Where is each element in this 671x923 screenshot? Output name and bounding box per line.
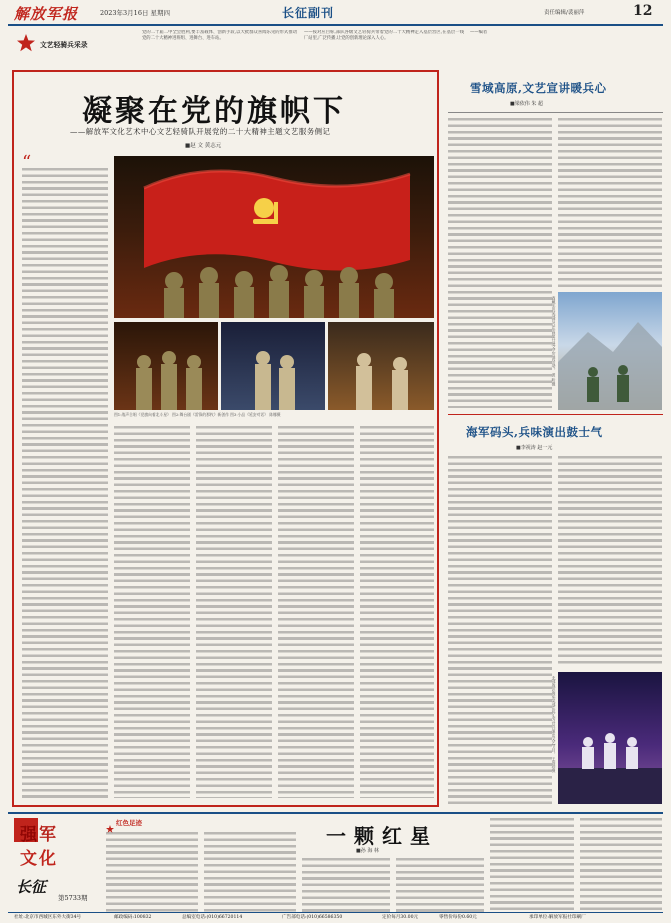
side-article-2-title: 海军码头,兵味演出鼓士气 xyxy=(466,425,603,439)
column-banner-label: 文艺轻骑兵采录 xyxy=(40,41,88,49)
footer-printer: 承印单位:解放军报社印刷厂 xyxy=(529,915,586,920)
page-number: 12 xyxy=(633,3,653,19)
main-photo-stage xyxy=(114,156,434,318)
side-article-1-title: 雪域高原,文艺宣讲暖兵心 xyxy=(470,81,607,95)
sub-photo-choir xyxy=(114,322,218,410)
main-article-byline: ■赵 文 黄志元 xyxy=(185,143,222,149)
footer-phone: 总编室电话:(010)66720114 xyxy=(182,915,243,920)
logo-text-top: 强军 xyxy=(20,825,58,845)
main-quote-mark: “ xyxy=(22,152,32,173)
main-body-column-3 xyxy=(196,426,272,798)
top-intro-col3: ——编者 xyxy=(470,30,488,35)
main-article-subtitle: ——解放军文化艺术中心文艺轻骑队开展党的二十大精神主题文艺服务侧记 xyxy=(70,127,331,136)
top-intro-col1: 党的二十届二中全会胜利,要丰富载体、创新手段,以大批群众喜闻乐见的形式推动党的二十大精神进班组、进舞台、进车站。 xyxy=(142,30,297,42)
strong-army-culture-logo xyxy=(14,818,94,872)
main-body-column-2 xyxy=(114,426,190,798)
main-body-column-1 xyxy=(22,168,108,798)
side-article-2-byline: ■李祝涛 赵一元 xyxy=(516,445,553,451)
brand-name: 长征 xyxy=(16,878,47,896)
side-1-photo xyxy=(558,292,662,410)
bottom-col-2 xyxy=(204,832,296,912)
footer-ad-phone: 广告部电话:(010)66586350 xyxy=(282,915,343,920)
masthead-rule xyxy=(8,24,663,26)
bottom-col-4 xyxy=(396,858,484,912)
feature-byline: ■孙 海 林 xyxy=(356,848,379,854)
side-1-body-col-1 xyxy=(448,118,552,408)
red-tag-icon xyxy=(106,818,114,826)
issue-date: 2023年3月16日 星期四 xyxy=(100,9,171,17)
page-editor: 责任编辑/裴丽萍 xyxy=(544,10,585,16)
side-2-body-col-2 xyxy=(558,456,662,666)
side-1-body-col-2 xyxy=(558,118,662,288)
logo-text-bottom: 文化 xyxy=(20,849,58,869)
footer-bar xyxy=(14,914,664,923)
side-2-top-rule xyxy=(448,414,663,415)
section-name: 长征副刊 xyxy=(282,6,335,20)
side-1-photo-caption: 西藏军区某部官兵在高原开展文艺宣讲活动。 黄 昕摄 xyxy=(552,296,557,386)
masthead xyxy=(0,0,671,24)
footer-rule xyxy=(8,912,663,913)
footer-postcode: 邮政编码:100832 xyxy=(114,915,152,920)
side-2-photo-caption: 北部战区海军某部在码头为官兵演出文艺节目。 王国珍摄 xyxy=(552,676,557,773)
main-photo-caption: 图1:战声合唱《党旗向着北斗星》 图2:舞台剧《雷锋的那枚》新创作 图3:小品《延安对话》 陈娜摄 xyxy=(114,412,281,417)
column-banner xyxy=(14,30,142,58)
main-body-column-4 xyxy=(278,426,354,798)
side-2-body-col-1 xyxy=(448,456,552,806)
footer-retail: 零售价每份0.60元 xyxy=(439,915,477,920)
issue-count: 第5733期 xyxy=(58,894,88,902)
sub-photo-sketch xyxy=(328,322,434,410)
side-1-rule xyxy=(448,112,663,113)
main-body-column-5 xyxy=(360,426,434,798)
bottom-section-rule xyxy=(8,812,663,814)
red-footprint-label: 红色足迹 xyxy=(116,819,142,827)
bottom-col-5 xyxy=(490,818,574,912)
newspaper-logo: 解放军报 xyxy=(14,5,79,23)
bottom-col-3 xyxy=(302,858,390,912)
main-article-title: 凝聚在党的旗帜下 xyxy=(82,94,346,129)
bottom-col-1 xyxy=(106,832,198,912)
side-2-photo xyxy=(558,672,662,804)
sub-photo-stage xyxy=(221,322,325,410)
footer-price: 定价每月30.00元 xyxy=(382,915,419,920)
star-emblem-icon xyxy=(16,33,36,53)
footer-address: 社址:北京市西城区东外大街34号 xyxy=(14,915,82,920)
feature-title: 一颗红星 xyxy=(326,824,438,848)
side-article-1-byline: ■梁依伟 朱 超 xyxy=(510,101,543,107)
bottom-col-6 xyxy=(580,818,662,912)
top-intro-col2: ——按对应目标,部队各级文艺轻骑兵带着党的二十大精神走入基层营区,在基层一线厂站里,广泛传播,让党的创新理论深入人心。 xyxy=(304,30,464,42)
